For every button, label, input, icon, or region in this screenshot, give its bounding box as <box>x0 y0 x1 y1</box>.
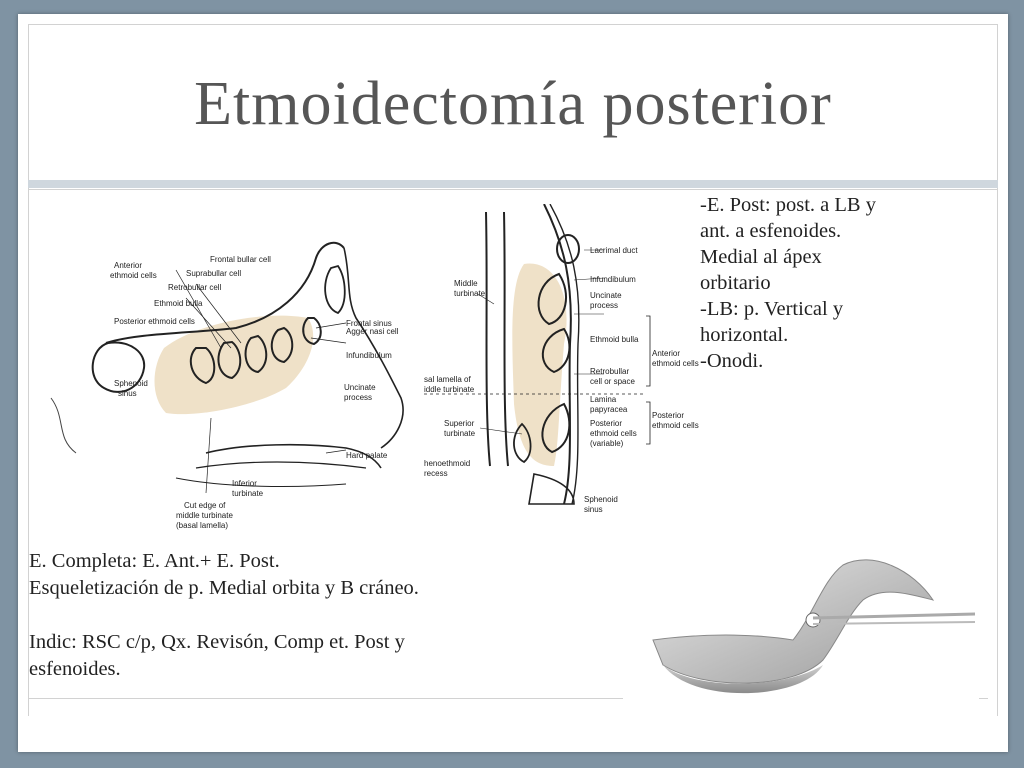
label-cut-1: Cut edge of <box>184 501 226 510</box>
notes-list <box>700 192 970 374</box>
label-posterior-r-2: ethmoid cells <box>652 421 699 430</box>
title-box <box>28 24 998 190</box>
label-retro-2: cell or space <box>590 377 635 386</box>
label-cut-2: middle turbinate <box>176 511 233 520</box>
label-lamina-2: papyracea <box>590 405 628 414</box>
note-line: orbitario <box>700 272 771 294</box>
label-middle-1: Middle <box>454 279 478 288</box>
bottom-text <box>29 548 629 683</box>
note-line: -LB: p. Vertical y <box>700 298 844 320</box>
label-anterior-r-2: ethmoid cells <box>652 359 699 368</box>
label-anterior-r-1: Anterior <box>652 349 681 358</box>
label-posterior-r-1: Posterior <box>652 411 685 420</box>
label-posterior-ethmoid: Posterior ethmoid cells <box>114 317 195 326</box>
title-divider <box>28 180 998 188</box>
note-line: Medial al ápex <box>700 246 822 268</box>
label-spheno-1: henoethmoid <box>424 459 471 468</box>
instrument-illustration <box>623 540 979 710</box>
bottom-line-4: esfenoides. <box>29 658 121 680</box>
label-ethmoid-bulla: Ethmoid bulla <box>154 299 203 308</box>
axial-sinus-diagram <box>424 204 704 522</box>
label-inferior-2: turbinate <box>232 489 264 498</box>
label-sphenoid-1: Sphenoid <box>114 379 148 388</box>
label-sphenoid-r-2: sinus <box>584 505 603 514</box>
label-superior-1: Superior <box>444 419 475 428</box>
label-spheno-2: recess <box>424 469 448 478</box>
label-uncinate-2: process <box>344 393 373 402</box>
sagittal-sinus-diagram <box>46 238 416 538</box>
label-basal-2: iddle turbinate <box>424 385 475 394</box>
note-line: -E. Post: post. a LB y <box>700 194 876 216</box>
label-middle-2: turbinate <box>454 289 486 298</box>
label-sphenoid-r-1: Sphenoid <box>584 495 618 504</box>
label-uncinate-1: Uncinate <box>344 383 376 392</box>
label-post-2: ethmoid cells <box>590 429 637 438</box>
label-superior-2: turbinate <box>444 429 476 438</box>
label-infundibulum: Infundibulum <box>346 351 392 360</box>
label-retro-1: Retrobullar <box>590 367 630 376</box>
note-line: horizontal. <box>700 324 789 346</box>
label-uncinate-r-1: Uncinate <box>590 291 622 300</box>
label-anterior-2: ethmoid cells <box>110 271 157 280</box>
label-frontal-sinus: Frontal sinus <box>346 319 392 328</box>
note-line: ant. a esfenoides. <box>700 220 842 242</box>
label-infundibulum-r: Infundibulum <box>590 275 636 284</box>
label-basal-1: sal lamella of <box>424 375 471 384</box>
label-retrobullar: Retrobullar cell <box>168 283 222 292</box>
label-anterior-1: Anterior <box>114 261 143 270</box>
label-post-1: Posterior <box>590 419 623 428</box>
label-cut-3: (basal lamella) <box>176 521 229 530</box>
label-inferior-1: Inferior <box>232 479 257 488</box>
label-uncinate-r-2: process <box>590 301 619 310</box>
label-hard-palate: Hard palate <box>346 451 388 460</box>
label-lacrimal: Lacrimal duct <box>590 246 638 255</box>
note-line: -Onodi. <box>700 350 764 372</box>
bottom-line-2: Esqueletización de p. Medial orbita y B cráneo. <box>29 577 419 599</box>
bottom-line-1: E. Completa: E. Ant.+ E. Post. <box>29 550 280 572</box>
label-lamina-1: Lamina <box>590 395 617 404</box>
label-post-3: (variable) <box>590 439 624 448</box>
slide-title: Etmoidectomía posterior <box>194 70 832 138</box>
label-sphenoid-2: sinus <box>118 389 137 398</box>
label-agger-nasi: Agger nasi cell <box>346 327 399 336</box>
bottom-line-3: Indic: RSC c/p, Qx. Revisón, Comp et. Post y <box>29 631 405 653</box>
label-suprabullar: Suprabullar cell <box>186 269 242 278</box>
label-frontal-bullar: Frontal bullar cell <box>210 255 271 264</box>
label-ethmoid-bulla-r: Ethmoid bulla <box>590 335 639 344</box>
